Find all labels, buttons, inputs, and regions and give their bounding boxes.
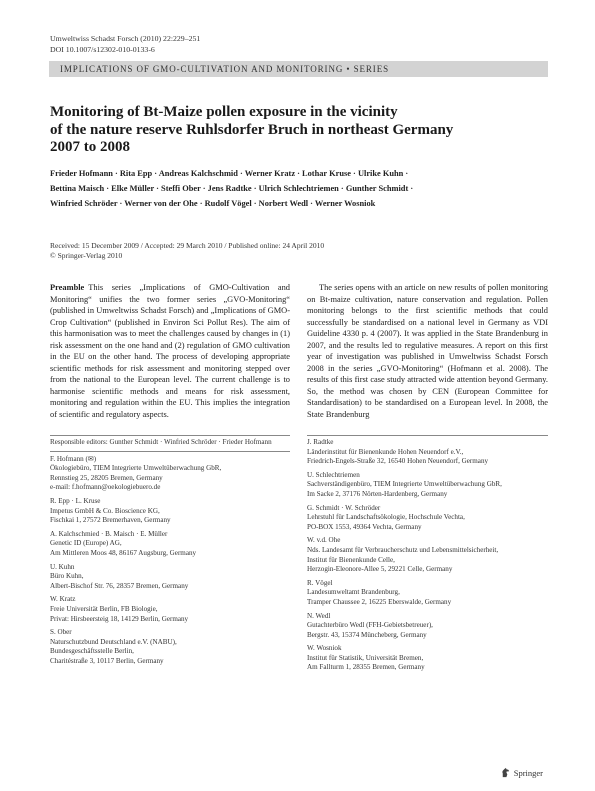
affiliation-block: [50, 563, 295, 592]
affiliation-names: W. v.d. Ohe: [307, 536, 341, 545]
affiliation-address-line: Nds. Landesamt für Verbraucherschutz und Lebensmittelsicherheit,: [307, 545, 499, 554]
journal-header: [50, 34, 200, 55]
affiliation-names: N. Wedl: [307, 611, 331, 620]
affiliation-block: [307, 438, 557, 467]
series-label: IMPLICATIONS OF GMO-CULTIVATION AND MONITORING • SERIES: [60, 64, 390, 74]
preamble-lead: Preamble: [50, 283, 85, 292]
affiliation-block: [307, 612, 557, 641]
publisher-logo: [500, 767, 543, 778]
affiliation-names: G. Schmidt · W. Schröder: [307, 503, 381, 512]
affiliation-names: R. Epp · L. Kruse: [50, 496, 101, 505]
affiliation-block: [307, 504, 557, 533]
affiliation-names: A. Kalchschmied · B. Maisch · E. Müller: [50, 529, 168, 538]
footnotes-left: [50, 438, 295, 670]
preamble-text: This series „Implications of GMO-Cultivation and Monitoring“ unifies the two former series „GVO-Monitoring“ (published in Umweltwiss Schadst Forsch) and „Implications of GMO-Crop Cultivation“ (published in Environ Sci Pollut Res). The aim of this harmonisation was to meet the challenges caused by changes in (1) risk assessment on the one hand and (2) regulation of GMO cultivation in the EU on the other hand. The process of developing appropriate scientific methods for risk assessment and monitoring stepped over from the national to the European level. The current challenge is to harmonise scientific methods and means for risk assessment, monitoring and regulation within the EU. This implies the integration of scientific and regulatory aspects.: [50, 283, 290, 419]
article-title: [50, 104, 520, 157]
body-left-column: [50, 282, 290, 420]
affiliation-address-line: Länderinstitut für Bienenkunde Hohen Neuendorf e.V.,: [307, 447, 464, 456]
affiliation-names: U. Kuhn: [50, 562, 75, 571]
author-list: [50, 166, 550, 211]
affiliation-address-line: Lehrstuhl für Landschaftsökologie, Hochschule Vechta,: [307, 513, 465, 522]
affiliation-address-line: Freie Universität Berlin, FB Biologie,: [50, 604, 158, 613]
publisher-name: Springer: [513, 767, 543, 778]
affiliation-names: U. Schlechtriemen: [307, 470, 360, 479]
journal-citation: Umweltwiss Schadst Forsch (2010) 22:229–251: [50, 34, 201, 43]
affiliation-address-line: PO-BOX 1553, 49364 Vechta, Germany: [307, 522, 422, 531]
affiliation-address-line: Privat: Hirsbeersteig 18, 14129 Berlin, Germany: [50, 614, 189, 623]
affiliation-address-line: Genetic ID (Europe) AG,: [50, 539, 122, 548]
affiliations-right: [307, 438, 557, 673]
footnote-divider-left: [50, 435, 290, 436]
affiliation-block: [50, 530, 295, 559]
affiliation-block: [50, 455, 295, 493]
title-line: 2007 to 2008: [50, 139, 130, 155]
title-line: of the nature reserve Ruhlsdorfer Bruch in northeast Germany: [50, 121, 454, 138]
affiliation-names: W. Kratz: [50, 595, 76, 604]
title-line: Monitoring of Bt-Maize pollen exposure in the vicinity: [50, 104, 398, 120]
affiliation-address-line: Rennstieg 25, 28205 Bremen, Germany: [50, 473, 163, 482]
footnote-divider-right: [307, 435, 548, 436]
preamble-paragraph: [50, 282, 290, 420]
affiliation-address-line: e-mail: f.hofmann@oekologiebuero.de: [50, 483, 161, 492]
author-line: Frieder Hofmann · Rita Epp · Andreas Kalchschmid · Werner Kratz · Lothar Kruse · Ulrike Kuhn ·: [50, 169, 409, 178]
affiliation-address-line: Fischkai 1, 27572 Bremerhaven, Germany: [50, 516, 171, 525]
responsible-editors: Responsible editors: Gunther Schmidt · Winfried Schröder · Frieder Hofmann: [50, 438, 272, 446]
intro-paragraph: The series opens with an article on new results of pollen monitoring on Bt-maize cultivation, nature conservation and regulation. Pollen monitoring belongs to the first scientific methods that could successfully be standardised on a national level in Germany as VDI Guideline 4330 p. 4 (2007). It was applied in the State Brandenburg in 2007, and the results led to regulative measures. A report on this first year of investigation was published in Umweltwiss Schadst Forsch 2008 in the series „GVO-Monitoring“ (Hofmann et al. 2008). The results of this first case study attracted wide attention beyond Germany. So, the method was chosen by CEN (European Committee for Standardisation) to be standardised on a European level. In 2008, the State Brandenburg: [307, 283, 548, 419]
affiliation-block: [307, 579, 557, 608]
affiliation-address-line: Ökologiebüro, TIEM Integrierte Umweltüberwachung GbR,: [50, 464, 222, 473]
affiliation-names: R. Vögel: [307, 578, 333, 587]
affiliation-address-line: Sachverständigenbüro, TIEM Integrierte Umweltüberwachung GbR,: [307, 480, 502, 489]
affiliation-names: S. Ober: [50, 628, 72, 637]
affiliation-address-line: Naturschutzbund Deutschland e.V. (NABU),: [50, 637, 177, 646]
affiliation-block: [307, 644, 557, 673]
author-line: Winfried Schröder · Werner von der Ohe · Rudolf Vögel · Norbert Wedl · Werner Wosniok: [50, 199, 376, 208]
affiliation-address-line: Charitéstraße 3, 10117 Berlin, Germany: [50, 656, 164, 665]
affiliation-address-line: Bergstr. 43, 15374 Müncheberg, Germany: [307, 630, 427, 639]
affiliation-block: [307, 536, 557, 574]
affiliation-address-line: Am Mittleren Moos 48, 86167 Augsburg, Germany: [50, 548, 197, 557]
affiliation-address-line: Am Fallturm 1, 28355 Bremen, Germany: [307, 663, 425, 672]
series-banner: [49, 61, 548, 77]
doi[interactable]: DOI 10.1007/s12302-010-0133-6: [50, 44, 155, 54]
affiliations-left: [50, 455, 295, 667]
affiliation-address-line: Institut für Bienenkunde Celle,: [307, 555, 395, 564]
affiliation-block: [50, 595, 295, 624]
author-line: Bettina Maisch · Elke Müller · Steffi Ober · Jens Radtke · Ulrich Schlechtriemen · Gunther Schmidt ·: [50, 184, 414, 193]
affiliation-address-line: Büro Kuhn,: [50, 572, 84, 581]
affiliation-block: [50, 497, 295, 526]
copyright-line: © Springer-Verlag 2010: [50, 251, 123, 260]
affiliation-address-line: Im Sacke 2, 37176 Nörten-Hardenberg, Germany: [307, 489, 448, 498]
affiliation-address-line: Gutachterbüro Wedl (FFH-Gebietsbetreuer),: [307, 621, 433, 630]
affiliation-address-line: Impetus GmbH & Co. Bioscience KG,: [50, 506, 160, 515]
affiliation-names: W. Wosniok: [307, 644, 342, 653]
publication-dates: [50, 241, 324, 261]
affiliation-address-line: Institut für Statistik, Universität Bremen,: [307, 653, 424, 662]
affiliation-block: [50, 628, 295, 666]
affiliation-names: J. Radtke: [307, 438, 334, 446]
springer-horse-icon: [500, 767, 511, 778]
affiliation-address-line: Herzogin-Eleonore-Allee 5, 29221 Celle, Germany: [307, 565, 453, 574]
affiliation-names: F. Hofmann (✉): [50, 454, 97, 463]
affiliation-address-line: Albert-Bischof Str. 76, 28357 Bremen, Germany: [50, 581, 189, 590]
affiliation-address-line: Bundesgeschäftsstelle Berlin,: [50, 647, 134, 656]
affiliation-block: [307, 471, 557, 500]
received-line: Received: 15 December 2009 / Accepted: 29 March 2010 / Published online: 24 April 2010: [50, 241, 325, 250]
footnotes-right: [307, 438, 557, 677]
affiliation-address-line: Tramper Chaussee 2, 16225 Eberswalde, Germany: [307, 597, 452, 606]
editors-divider: [50, 451, 290, 452]
affiliation-address-line: Friedrich-Engels-Straße 32, 16540 Hohen Neuendorf, Germany: [307, 457, 489, 466]
body-right-column: [307, 282, 548, 420]
affiliation-address-line: Landesumweltamt Brandenburg,: [307, 588, 400, 597]
